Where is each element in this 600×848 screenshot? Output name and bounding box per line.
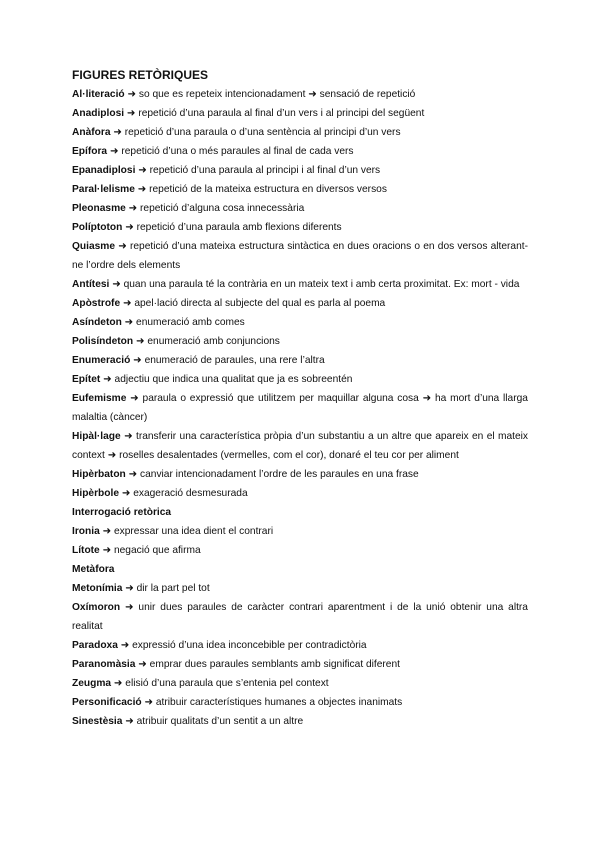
figure-definition: canviar intencionadament l’ordre de les paraules en una frase — [140, 469, 419, 480]
figure-term: Pleonasme — [72, 203, 126, 214]
arrow-right-icon: ➜ — [124, 317, 134, 328]
figure-term: Zeugma — [72, 678, 112, 689]
figure-term: Anadiplosi — [72, 108, 125, 119]
figure-definition: repetició d’una paraula amb flexions diferents — [136, 222, 342, 233]
figure-term: Anàfora — [72, 127, 111, 138]
figure-term: Antítesi — [72, 279, 110, 290]
figure-definition: emprar dues paraules semblants amb significat diferent — [149, 659, 400, 670]
arrow-right-icon: ➜ — [125, 716, 134, 727]
figure-definition: atribuir qualitats d’un sentit a un altre — [136, 716, 304, 727]
arrow-right-icon: ➜ — [125, 222, 134, 233]
figure-definition: repetició de la mateixa estructura en diversos versos — [149, 184, 387, 195]
figure-definition: adjectiu que indica una qualitat que ja es sobreentén — [114, 374, 353, 385]
figure-definition: so que es repeteix intencionadament — [138, 89, 306, 100]
figure-term: Epítet — [72, 374, 101, 385]
figure-definition: unir dues paraules de caràcter contrari aparentment i de la unió obtenir una altra realitat — [72, 602, 528, 632]
figure-entry — [72, 123, 528, 142]
figure-entry — [72, 674, 528, 693]
figure-term: Metonímia — [72, 583, 123, 594]
figure-definition: repetició d’una paraula al final d’un vers i al principi del següent — [138, 108, 425, 119]
arrow-right-icon: ➜ — [102, 545, 112, 556]
arrow-right-icon: ➜ — [126, 108, 136, 119]
arrow-right-icon: ➜ — [125, 583, 134, 594]
figure-definition: dir la part pel tot — [136, 583, 210, 594]
figure-definition: ha mort d’una llarga malaltia (càncer) — [72, 393, 528, 423]
arrow-right-icon: ➜ — [135, 336, 145, 347]
arrow-right-icon: ➜ — [112, 279, 121, 290]
figure-entry — [72, 85, 528, 104]
arrow-right-icon: ➜ — [118, 241, 127, 252]
figure-entry — [72, 655, 528, 674]
figure-entry — [72, 104, 528, 123]
figure-definition: repetició d’una mateixa estructura sintàctica en dues oracions o en dos versos alterant-ne l’ordre dels elements — [72, 241, 528, 271]
figure-entry — [72, 161, 528, 180]
figure-term: Metàfora — [72, 564, 115, 575]
figure-definition: repetició d’una paraula o d’una sentència al principi d’un vers — [124, 127, 401, 138]
figure-definition: quan una paraula té la contrària en un mateix text i amb certa proximitat. Ex: mort - vida — [123, 279, 520, 290]
figure-definition: paraula o expressió que utilitzem per maquillar alguna cosa — [142, 393, 419, 404]
figure-term: Asíndeton — [72, 317, 122, 328]
figure-term: Epífora — [72, 146, 108, 157]
arrow-right-icon: ➜ — [128, 203, 138, 214]
arrow-right-icon: ➜ — [308, 89, 317, 100]
figure-entry — [72, 351, 528, 370]
figure-entry — [72, 237, 528, 275]
figure-definition: roselles desalentades (vermelles, com el cor), donaré el teu cor per aliment — [119, 450, 459, 461]
figure-entry — [72, 389, 528, 427]
arrow-right-icon: ➜ — [127, 89, 137, 100]
figure-definition: repetició d’una paraula al principi i al final d’un vers — [149, 165, 381, 176]
page-title: FIGURES RETÒRIQUES — [72, 68, 209, 82]
arrow-right-icon: ➜ — [125, 602, 134, 613]
figure-definition: expressar una idea dient el contrari — [113, 526, 274, 537]
figure-entry — [72, 712, 528, 731]
figure-definition: repetició d’alguna cosa innecessària — [140, 203, 305, 214]
arrow-right-icon: ➜ — [103, 374, 112, 385]
arrow-right-icon: ➜ — [113, 127, 122, 138]
arrow-right-icon: ➜ — [138, 659, 147, 670]
figure-term: Quiasme — [72, 241, 116, 252]
figure-entry — [72, 142, 528, 161]
arrow-right-icon: ➜ — [422, 393, 432, 404]
figure-entry — [72, 294, 528, 313]
arrow-right-icon: ➜ — [109, 146, 119, 157]
figure-definition: sensació de repetició — [319, 89, 416, 100]
figure-term: Sinestèsia — [72, 716, 123, 727]
figure-entry — [72, 180, 528, 199]
figure-definition: elisió d’una paraula que s’entenia pel context — [125, 678, 329, 689]
figure-entry — [72, 503, 528, 522]
arrow-right-icon: ➜ — [122, 298, 132, 309]
figure-entry — [72, 427, 528, 465]
figure-term: Oxímoron — [72, 602, 121, 613]
figure-definition: apel·lació directa al subjecte del qual es parla al poema — [134, 298, 386, 309]
figure-definition: enumeració amb conjuncions — [147, 336, 280, 347]
figure-term: Ironia — [72, 526, 100, 537]
arrow-right-icon: ➜ — [137, 184, 147, 195]
arrow-right-icon: ➜ — [124, 431, 133, 442]
arrow-right-icon: ➜ — [120, 640, 130, 651]
figure-definition: atribuir característiques humanes a objectes inanimats — [155, 697, 403, 708]
figure-entry — [72, 541, 528, 560]
arrow-right-icon: ➜ — [138, 165, 147, 176]
figure-entry — [72, 332, 528, 351]
arrow-right-icon: ➜ — [113, 678, 123, 689]
figure-entry — [72, 560, 528, 579]
figure-entry — [72, 636, 528, 655]
figure-term: Hipàl·lage — [72, 431, 121, 442]
document-content — [72, 66, 528, 731]
figure-entry — [72, 313, 528, 332]
figure-term: Personificació — [72, 697, 142, 708]
figure-term: Apòstrofe — [72, 298, 121, 309]
arrow-right-icon: ➜ — [133, 355, 142, 366]
figure-entry — [72, 598, 528, 636]
figure-term: Enumeració — [72, 355, 131, 366]
figure-term: Eufemisme — [72, 393, 127, 404]
figure-entry — [72, 218, 528, 237]
figure-entry — [72, 199, 528, 218]
figure-definition: expressió d’una idea inconcebible per contradictòria — [132, 640, 367, 651]
arrow-right-icon: ➜ — [130, 393, 139, 404]
figure-term: Al·literació — [72, 89, 125, 100]
figures-list — [72, 85, 528, 731]
figure-term: Hipèrbaton — [72, 469, 126, 480]
figure-entry — [72, 522, 528, 541]
arrow-right-icon: ➜ — [102, 526, 112, 537]
figure-term: Interrogació retòrica — [72, 507, 172, 518]
figure-entry — [72, 484, 528, 503]
figure-term: Paral·lelisme — [72, 184, 135, 195]
arrow-right-icon: ➜ — [128, 469, 138, 480]
figure-term: Paranomàsia — [72, 659, 136, 670]
figure-term: Hipèrbole — [72, 488, 119, 499]
figure-entry — [72, 370, 528, 389]
figure-entry — [72, 693, 528, 712]
figure-definition: negació que afirma — [113, 545, 201, 556]
figure-term: Lítote — [72, 545, 100, 556]
figure-entry — [72, 465, 528, 484]
figure-definition: exageració desmesurada — [133, 488, 248, 499]
figure-definition: enumeració amb comes — [136, 317, 245, 328]
figure-definition: enumeració de paraules, una rere l’altra — [144, 355, 325, 366]
arrow-right-icon: ➜ — [121, 488, 131, 499]
figure-term: Epanadiplosi — [72, 165, 136, 176]
figure-term: Polisíndeton — [72, 336, 134, 347]
figure-definition: transferir una característica pròpia d’un substantiu a un altre que apareix en el mateix context — [72, 431, 528, 461]
figure-term: Políptoton — [72, 222, 123, 233]
figure-entry — [72, 275, 528, 294]
figure-term: Paradoxa — [72, 640, 118, 651]
arrow-right-icon: ➜ — [107, 450, 117, 461]
figure-entry — [72, 579, 528, 598]
figure-definition: repetició d’una o més paraules al final de cada vers — [121, 146, 354, 157]
arrow-right-icon: ➜ — [144, 697, 154, 708]
